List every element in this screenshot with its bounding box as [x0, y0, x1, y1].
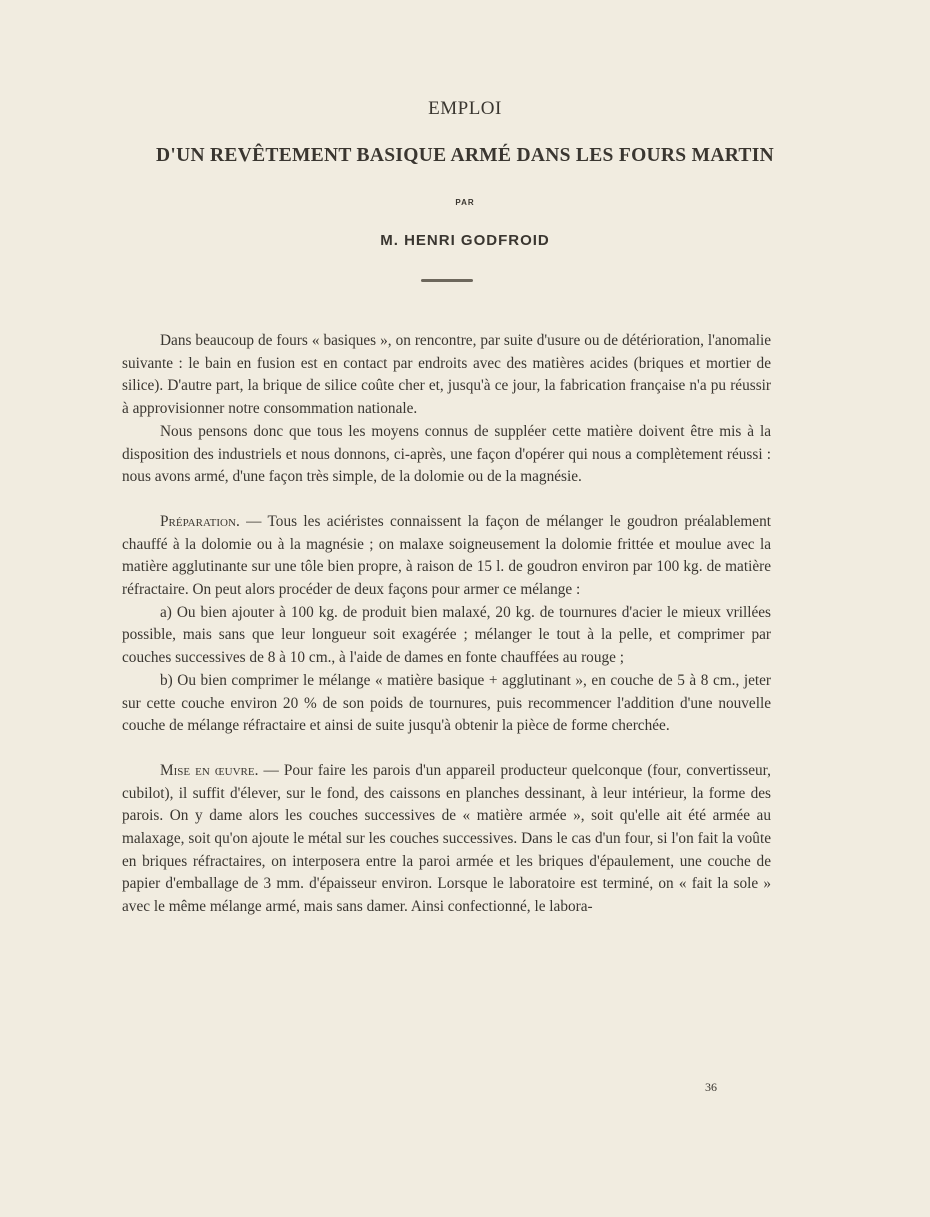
- section-heading-mise-en-oeuvre: Mise en œuvre.: [160, 761, 259, 779]
- byline-par: PAR: [455, 198, 475, 207]
- paragraph-intro: Dans beaucoup de fours « basiques », on rencontre, par suite d'usure ou de détérioration, l'anomalie suivante : le bain en fusion est en contact par endroits avec des matières acides (briques et mortier de silice). D'autre part, la brique de silice coûte cher et, jusqu'à ce jour, la fabrication française n'a pu réussir à approvisionner notre consommation nationale.: [122, 332, 771, 418]
- paragraph-method-a: a) Ou bien ajouter à 100 kg. de produit bien malaxé, 20 kg. de tournures d'acier le mieux vrillées possible, mais sans que leur longueur soit exagérée ; mélanger le tout à la pelle, et comprimer par couches successives de 8 à 10 cm., à l'aide de dames en fonte chauffées au rouge ;: [122, 603, 771, 667]
- title-divider: [421, 279, 473, 282]
- section-heading-preparation: Préparation.: [160, 512, 240, 530]
- paragraph-proposal: Nous pensons donc que tous les moyens connus de suppléer cette matière doivent être mis à la disposition des industriels et nous donnons, ci-après, une façon d'opérer qui nous a complètement réussi : nous avons armé, d'une façon très simple, de la dolomie ou de la magnésie.: [122, 422, 771, 486]
- article-title: EMPLOI: [428, 98, 502, 119]
- article-body: [122, 330, 771, 919]
- paragraph-preparation: Préparation. — Tous les aciéristes connaissent la façon de mélanger le goudron préalablement chauffé à la dolomie ou à la magnésie ; on malaxe soigneusement la dolomie frittée et moulue avec la matière agglutinante sur une tôle bien propre, à raison de 15 l. de goudron environ par 100 kg. de matière réfractaire. On peut alors procéder de deux façons pour armer ce mélange :: [122, 512, 771, 599]
- author-name: M. HENRI GODFROID: [380, 232, 550, 249]
- paragraph-mise-en-oeuvre: Mise en œuvre. — Pour faire les parois d'un appareil producteur quelconque (four, convertisseur, cubilot), il suffit d'élever, sur le fond, des caissons en planches dessinant, à leur intérieur, la forme des parois. On y dame alors les couches successives de « matière armée », soit qu'elle ait été armée au malaxage, soit qu'on ajoute le métal sur les couches successives. Dans le cas d'un four, si l'on fait la voûte en briques réfractaires, on interposera entre la paroi armée et les briques d'épaulement, une couche de papier d'emballage de 3 mm. d'épaisseur environ. Lorsque le laboratoire est terminé, on « fait la sole » avec le même mélange armé, mais sans damer. Ainsi confectionné, le labora-: [122, 761, 771, 916]
- paragraph-method-b: b) Ou bien comprimer le mélange « matière basique + agglutinant », en couche de 5 à 8 cm., jeter sur cette couche environ 20 % de son poids de tournures, puis recommencer l'addition d'une nouvelle couche de mélange réfractaire et ainsi de suite jusqu'à obtenir la pièce de forme cherchée.: [122, 671, 771, 735]
- article-subtitle: D'UN REVÊTEMENT BASIQUE ARMÉ DANS LES FOURS MARTIN: [155, 145, 774, 166]
- page-number: 36: [705, 1080, 717, 1094]
